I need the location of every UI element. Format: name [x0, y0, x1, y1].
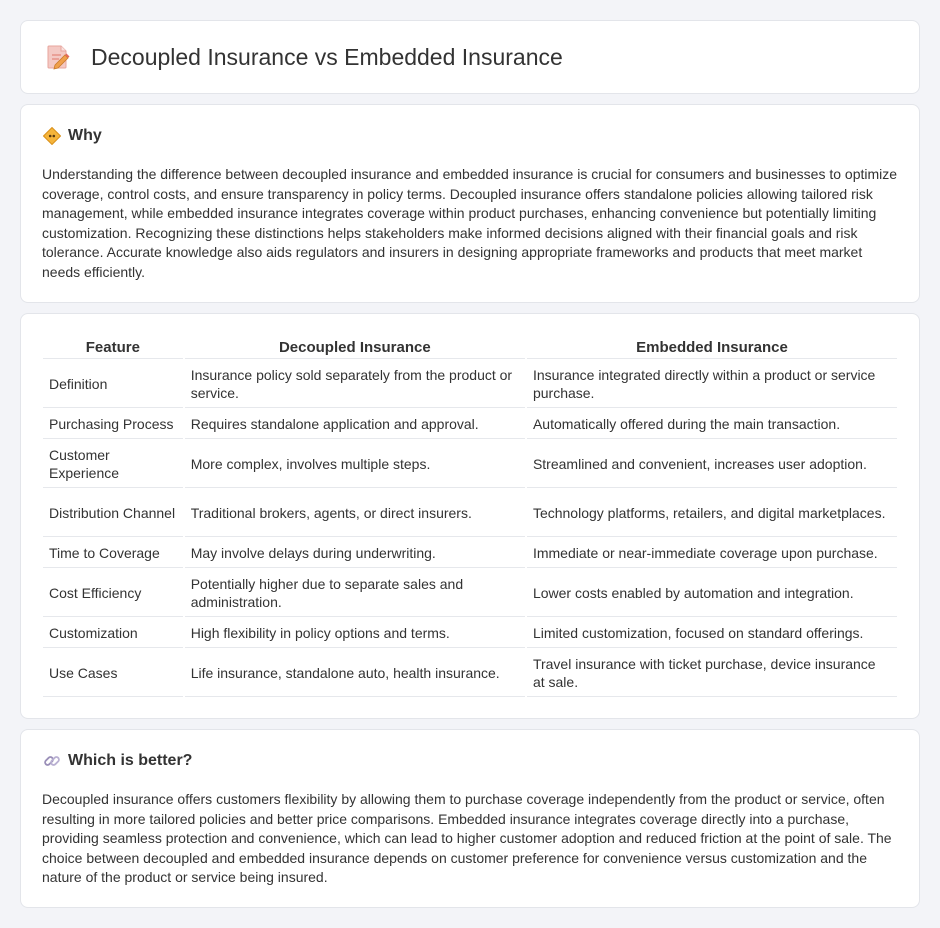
embedded-cell: Technology platforms, retailers, and digital marketplaces. [527, 489, 897, 537]
header-feature: Feature [43, 335, 183, 359]
table-header-row [43, 335, 897, 359]
better-heading: Which is better? [68, 752, 193, 769]
embedded-cell: Insurance integrated directly within a product or service purchase. [527, 360, 897, 408]
decoupled-cell: May involve delays during underwriting. [185, 538, 525, 568]
embedded-cell: Automatically offered during the main transaction. [527, 409, 897, 439]
embedded-cell: Immediate or near-immediate coverage upon purchase. [527, 538, 897, 568]
why-text: Understanding the difference between decoupled insurance and embedded insurance is crucial for consumers and businesses to optimize coverage, control costs, and ensure transparency in policy terms. Decoupled insurance offers standalone policies allowing tailored risk management, while embedded insurance integrates coverage within product purchases, enhancing convenience but potentially limiting customization. Recognizing these distinctions helps stakeholders make informed decisions aligned with their financial goals and risk tolerance. Accurate knowledge also aids regulators and insurers in designing appropriate frameworks and products that meet market needs efficiently. [42, 166, 898, 280]
feature-cell: Use Cases [43, 649, 183, 697]
why-card [20, 104, 920, 303]
document-pencil-icon [45, 43, 71, 71]
decoupled-cell: Potentially higher due to separate sales and administration. [185, 569, 525, 617]
feature-cell: Customer Experience [43, 440, 183, 488]
decoupled-cell: High flexibility in policy options and terms. [185, 618, 525, 648]
embedded-cell: Streamlined and convenient, increases user adoption. [527, 440, 897, 488]
table-row [43, 360, 897, 408]
feature-cell: Customization [43, 618, 183, 648]
table-row [43, 440, 897, 488]
decoupled-cell: Life insurance, standalone auto, health insurance. [185, 649, 525, 697]
table-row [43, 489, 897, 537]
page-title: Decoupled Insurance vs Embedded Insurance [91, 43, 563, 70]
table-row [43, 618, 897, 648]
embedded-cell: Travel insurance with ticket purchase, device insurance at sale. [527, 649, 897, 697]
better-card [20, 729, 920, 908]
decoupled-cell: Traditional brokers, agents, or direct insurers. [185, 489, 525, 537]
title-card [20, 20, 920, 94]
feature-cell: Distribution Channel [43, 489, 183, 537]
comparison-card [20, 313, 920, 719]
why-heading: Why [68, 127, 102, 144]
comparison-table [41, 334, 899, 698]
table-row [43, 409, 897, 439]
header-embedded: Embedded Insurance [527, 335, 897, 359]
embedded-cell: Limited customization, focused on standard offerings. [527, 618, 897, 648]
decoupled-cell: More complex, involves multiple steps. [185, 440, 525, 488]
feature-cell: Definition [43, 360, 183, 408]
diamond-sign-icon [43, 127, 61, 145]
embedded-cell: Lower costs enabled by automation and integration. [527, 569, 897, 617]
better-header [43, 752, 192, 770]
decoupled-cell: Requires standalone application and approval. [185, 409, 525, 439]
table-row [43, 569, 897, 617]
table-row [43, 649, 897, 697]
header-decoupled: Decoupled Insurance [185, 335, 525, 359]
table-row [43, 538, 897, 568]
decoupled-cell: Insurance policy sold separately from the product or service. [185, 360, 525, 408]
link-icon [43, 752, 61, 770]
feature-cell: Cost Efficiency [43, 569, 183, 617]
title-row [45, 43, 563, 71]
better-text: Decoupled insurance offers customers flexibility by allowing them to purchase coverage independently from the product or service, often resulting in more tailored policies and better price comparisons. Embedded insurance integrates coverage directly into a purchase, providing seamless protection and convenience, which can lead to higher customer adoption and reduced friction at the point of sale. The choice between decoupled and embedded insurance depends on customer preference for convenience versus customization and the nature of the product or service being insured. [42, 791, 892, 886]
why-header [43, 127, 102, 145]
feature-cell: Purchasing Process [43, 409, 183, 439]
feature-cell: Time to Coverage [43, 538, 183, 568]
